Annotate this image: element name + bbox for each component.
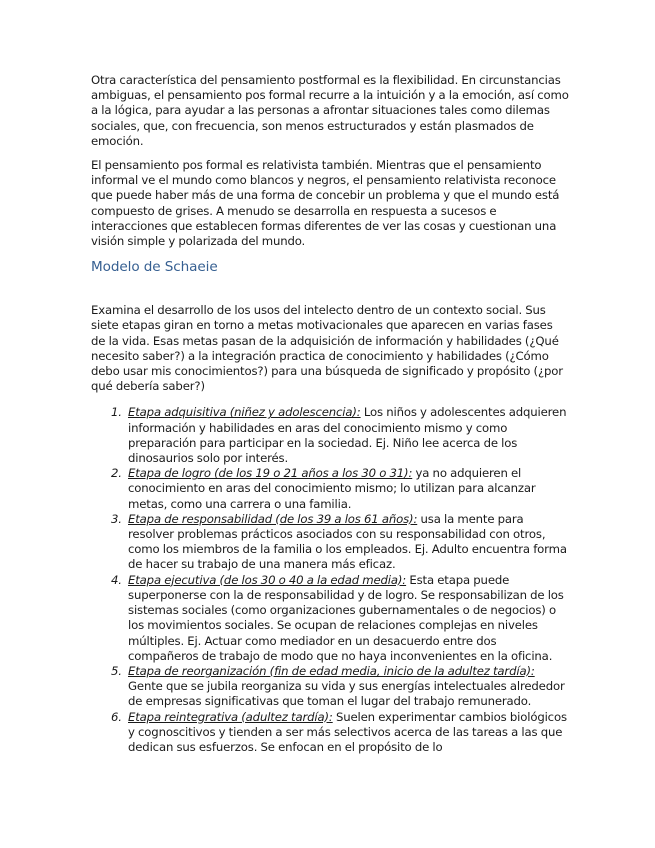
stage-title: Etapa adquisitiva (niñez y adolescencia): <box>128 405 361 420</box>
list-item <box>91 512 569 573</box>
list-item <box>91 405 569 466</box>
section-heading: Modelo de Schaeie <box>91 259 218 276</box>
document-page <box>91 73 569 755</box>
list-number: 4. <box>111 572 122 587</box>
list-number: 6. <box>111 709 122 724</box>
stage-title: Etapa de responsabilidad (de los 39 a los 61 años): <box>128 511 418 526</box>
list-item <box>91 710 569 756</box>
list-number: 2. <box>111 466 122 481</box>
stage-text: ya no adquieren el conocimiento en aras del conocimiento mismo; lo utilizan para alcanzar metas, como una carrera o una familia. <box>128 466 536 511</box>
stage-text: usa la mente para resolver problemas prácticos asociados con su responsabilidad con otros, como los miembros de la familia o los empleados. Ej. Adulto encuentra forma de hacer su trabajo de una manera más eficaz. <box>128 511 567 572</box>
stage-text: Gente que se jubila reorganiza su vida y sus energías intelectuales alrededor de empresas significativas que toman el lugar del trabajo remunerado. <box>128 679 565 709</box>
list-item <box>91 466 569 512</box>
stage-text: Esta etapa puede superponerse con la de responsabilidad y de logro. Se responsabilizan de los sistemas sociales (como organizaciones gubernamentales o de negocios) o los movimientos sociales. Se ocupan de relaciones complejas en niveles múltiples. Ej. Actuar como mediador en un desacuerdo entre dos compañeros de trabajo de modo que no haya inconvenientes en la oficina. <box>128 572 564 663</box>
list-number: 5. <box>111 663 122 678</box>
list-number: 3. <box>111 511 122 526</box>
list-number: 1. <box>111 405 122 420</box>
paragraph-relativism: El pensamiento pos formal es relativista también. Mientras que el pensamiento informal ve el mundo como blancos y negros, el pensamiento relativista reconoce que puede haber más de una forma de concebir un problema y que el mundo está compuesto de grises. A menudo se desarrolla en respuesta a sucesos e interacciones que establecen formas diferentes de ver las cosas y cuestionan una visión simple y polarizada del mundo. <box>91 158 560 249</box>
stage-title: Etapa de logro (de los 19 o 21 años a los 30 o 31): <box>128 466 413 481</box>
paragraph-flexibility: Otra característica del pensamiento postformal es la flexibilidad. En circunstancias ambiguas, el pensamiento pos formal recurre a la intuición y a la emoción, así como a la lógica, para ayudar a las personas a afrontar situaciones tales como dilemas sociales, que, con frecuencia, son menos estructurados y están plasmados de emoción. <box>91 73 569 148</box>
stages-list <box>91 405 569 755</box>
stage-title: Etapa reintegrativa (adultez tardía): <box>128 709 333 724</box>
stage-text: Los niños y adolescentes adquieren información y habilidades en aras del conocimiento mismo y como preparación para participar en la sociedad. Ej. Niño lee acerca de los dinosaurios solo por interés. <box>128 405 567 466</box>
list-item <box>91 664 569 710</box>
list-item <box>91 573 569 664</box>
paragraph-intro: Examina el desarrollo de los usos del intelecto dentro de un contexto social. Sus siete etapas giran en torno a metas motivacionales que aparecen en varias fases de la vida. Esas metas pasan de la adquisición de información y habilidades (¿Qué necesito saber?) a la integración practica de conocimiento y habilidades (¿Cómo debo usar mis conocimientos?) para una búsqueda de significado y propósito (¿por qué debería saber?) <box>91 303 563 394</box>
stage-title: Etapa ejecutiva (de los 30 o 40 a la edad media): <box>128 572 407 587</box>
stage-title: Etapa de reorganización (fin de edad media, inicio de la adultez tardía): <box>128 663 535 678</box>
stage-text: Suelen experimentar cambios biológicos y cognoscitivos y tienden a ser más selectivos acerca de las tareas a las que dedican sus esfuerzos. Se enfocan en el propósito de lo <box>128 709 567 754</box>
